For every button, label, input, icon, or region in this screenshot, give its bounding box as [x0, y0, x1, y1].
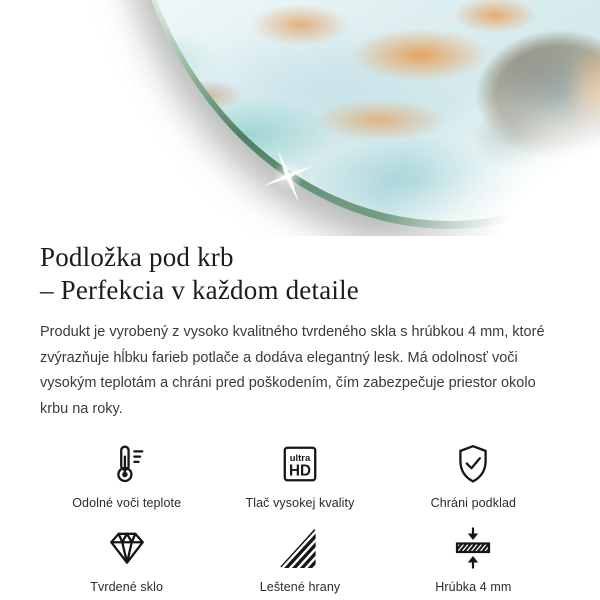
diamond-icon	[106, 527, 148, 569]
shield-check-icon	[452, 443, 494, 485]
feature-grid	[40, 441, 560, 594]
title-line-2: – Perfekcia v každom detaile	[40, 275, 359, 305]
ultra-hd-icon-text-top: ultra	[289, 452, 311, 464]
feature-polished-edges	[213, 525, 386, 594]
ultra-hd-icon-text-bottom: HD	[288, 462, 311, 480]
feature-heat-resistant	[40, 441, 213, 510]
feature-thickness	[387, 525, 560, 594]
sparkle-glint-icon	[258, 146, 318, 206]
feature-label: Tvrdené sklo	[90, 580, 164, 594]
feature-protects-floor	[387, 441, 560, 510]
page-title	[40, 241, 560, 307]
product-image	[0, 0, 600, 236]
feature-label: Odolné voči teplote	[72, 496, 182, 510]
product-description: Produkt je vyrobený z vysoko kvalitného tvrdeného skla s hrúbkou 4 mm, ktoré zvýrazňuje hĺbku farieb potlače a dodáva elegantný lesk. Má odolnosť voči vysokým teplotám a chráni pred poškodením, čím zabezpečuje priestor okolo krbu na roky.	[40, 324, 545, 417]
feature-label: Leštené hrany	[259, 580, 341, 594]
feature-label: Hrúbka 4 mm	[435, 580, 512, 594]
feature-label: Chráni podklad	[430, 496, 517, 510]
polished-edges-icon	[279, 527, 321, 569]
feature-label: Tlač vysokej kvality	[245, 496, 355, 510]
feature-print-quality	[213, 441, 386, 510]
ultra-hd-icon	[279, 443, 321, 485]
feature-tempered-glass	[40, 525, 213, 594]
product-info-section	[0, 241, 600, 594]
thermometer-icon	[106, 443, 148, 485]
title-line-1: Podložka pod krb	[40, 242, 234, 272]
thickness-icon	[453, 526, 493, 570]
